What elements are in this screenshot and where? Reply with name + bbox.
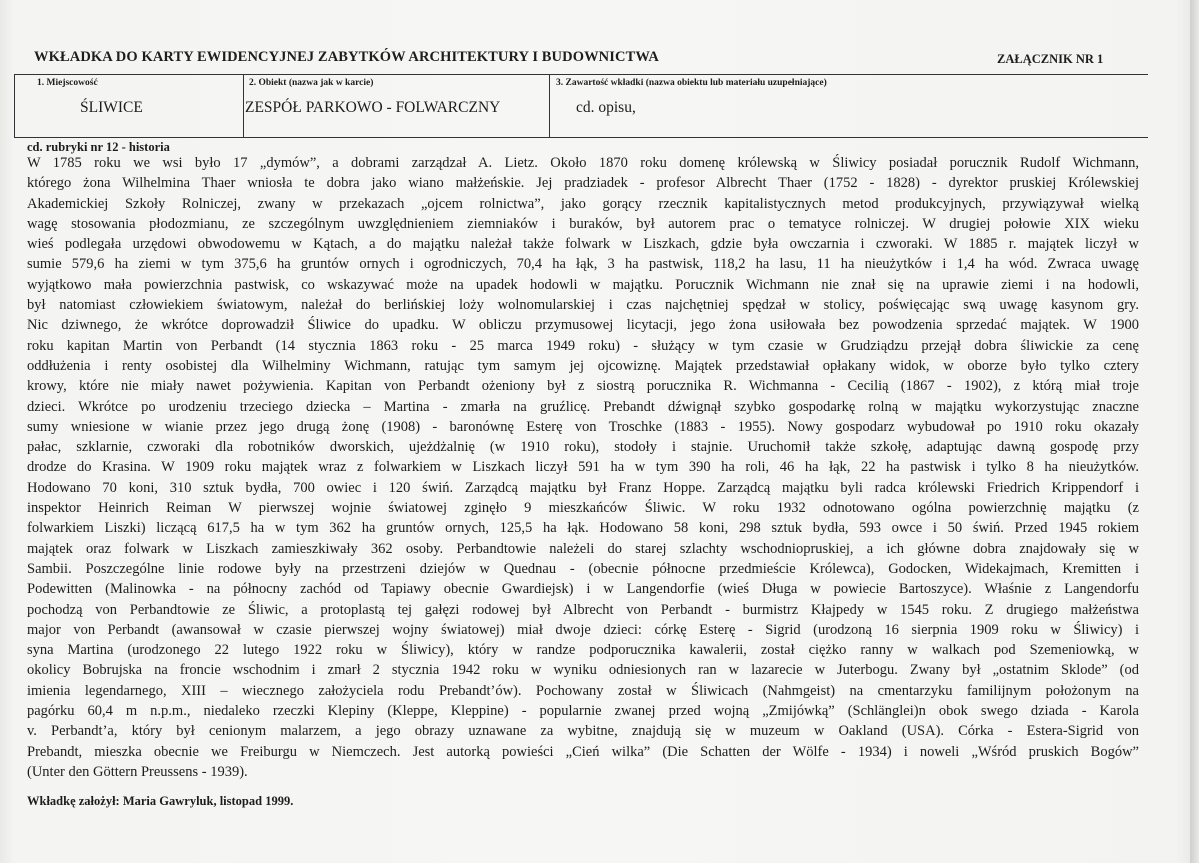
author-line: Wkładkę założył: Maria Gawryluk, listopad 1999.: [27, 794, 294, 808]
place-value: ŚLIWICE: [80, 99, 143, 116]
history-line: Sambii. Poszczególne linie rodowe były na przestrzeni dziejów w Quednau - (obecnie północne przedmieście Królewca), Godocken, Widekajmach, Kremitten i: [27, 560, 1139, 577]
attachment-number: ZAŁĄCZNIK NR 1: [997, 52, 1104, 66]
history-line: inspektor Heinrich Reiman W pierwszej wojnie światowej zginęło 9 mieszkańców Śliwic. W roku 1932 odnotowano ogólna powierzchnię majątku (z: [27, 500, 1139, 517]
history-line: folwarkiem Liszki) liczącą 617,5 ha w tym 362 ha gruntów ornych, 125,5 ha łąk. Hodowano 58 koni, 298 sztuk bydła, 593 owce i 50 świń. Przed 1945 rokiem: [27, 520, 1139, 537]
history-line: v. Perbandt’a, który był cenionym malarzem, a jego obrazy uznawane za wybitne, znajdują się w muzeum w Oakland (USA). Córka - Estera-Sigrid von: [27, 723, 1139, 740]
header-col-divider-2: [549, 74, 550, 137]
history-line: major von Perbandt (awansował w czasie pierwszej wojny światowej) miał dwoje dzieci: córkę Esterę - Sigrid (urodzoną 16 sierpnia 1909 roku w Śliwicy) i: [27, 621, 1139, 638]
history-line: Prebandt, mieszka obecnie we Freiburgu w Niemczech. Jest autorką powieści „Cień wilka” (Die Schatten der Wölfe - 1934) i noweli „Wśród pruskich Bogów”: [27, 743, 1139, 760]
contents-value: cd. opisu,: [576, 99, 636, 116]
history-line: wagę stosowania płodozmianu, ze szczególnym uwzględnieniem ziemniaków i buraków, był autorem prac o tematyce rolniczej. W drugiej połowie XIX wieku: [27, 215, 1139, 232]
history-line: W 1785 roku we wsi było 17 „dymów”, a dobrami zarządzał A. Lietz. Około 1870 roku domenę królewską w Śliwicy posiadał porucznik Rudolf Wichmann,: [27, 155, 1139, 171]
history-line: dzieci. Wkrótce po urodzeniu trzeciego dziecka – Martina - zmarła na gruźlicę. Prebandt dźwignął szybko gospodarkę rolną w majątku wykorzystując znaczne: [27, 398, 1139, 415]
history-text: [27, 153, 1139, 782]
section-label: cd. rubryki nr 12 - historia: [27, 140, 170, 154]
history-line: (Unter den Göttern Preussens - 1939).: [27, 763, 248, 780]
history-line: Akademickiej Szkoły Rolniczej, zwany w przekazach „ojcem rolnictwa”, jako gorący rzecznik kapitalistycznych metod produkcyjnych, przywiązywał wielką: [27, 195, 1139, 212]
history-line: pochodzą von Perbandtowie ze Śliwic, a protoplastą tej gałęzi rodowej był Albrecht von Perbandt - burmistrz Kłajpedy w 1545 roku. Z drugiego małżeństwa: [27, 601, 1139, 618]
header-col-divider-1: [243, 74, 244, 137]
history-line: sumie 579,6 ha ziemi w tym 375,6 ha gruntów ornych i ogrodniczych, 70,4 ha łąk, 3 ha pastwisk, 118,2 ha lasu, 11 ha nieużytków i 1,4 ha wód. Zwraca uwagę: [27, 256, 1139, 273]
history-line: pałac, szklarnie, czworaki dla robotników dworskich, ujeżdżalnię (w 1910 roku), stodoły i stajnie. Uruchomił także szkołę, adaptując dawną gospodę przy: [27, 439, 1139, 456]
history-line: imienia legendarnego, XIII – wiecznego założyciela rodu Prebandt’ów). Pochowany został w Śliwicach (Nahmgeist) na cmentarzyku familijnym położonym na: [27, 682, 1139, 699]
history-line: okolicy Bobrujska na froncie wschodnim i zmarł 2 stycznia 1942 roku w wyniku odniesionych ran w lazarecie w Juterbogu. Zwany był „ostatnim Sklode” (od: [27, 662, 1139, 679]
place-label: 1. Miejscowość: [37, 78, 98, 88]
object-value: ZESPÓŁ PARKOWO - FOLWARCZNY: [245, 99, 501, 116]
header-bottom-rule: [14, 137, 1148, 138]
header-col-divider-left: [14, 74, 15, 137]
contents-label: 3. Zawartość wkładki (nazwa obiektu lub materiału uzupełniające): [556, 78, 827, 88]
history-line: syna Martina (urodzonego 22 lutego 1922 roku w Śliwicy), który w randze podporucznika kawalerii, został ciężko ranny w walkach pod Szemeniowką, w: [27, 642, 1139, 659]
history-line: roku kapitan Martin von Perbandt (14 stycznia 1863 roku - 25 marca 1949 roku) - służący w tym czasie w Grudziądzu przejął dobra śliwickie za cenę: [27, 337, 1139, 354]
history-line: drodze do Krasina. W 1909 roku majątek wraz z folwarkiem w Liszkach liczył 591 ha w tym 390 ha roli, 46 ha łąk, 22 ha pastwisk i tylko 8 ha nieużytków.: [27, 459, 1139, 476]
history-line: oddłużenia i renty osobistej dla Wilhelminy Wichmann, ratując tym samym jej ojcowiznę. Majątek przedstawiał opłakany widok, w oborze było tylko cztery: [27, 357, 1139, 374]
history-line: majątek oraz folwark w Liszkach zamieszkiwały 362 osoby. Perbandtowie należeli do starej szlachty wschodniopruskiej, a ich główne dobra znajdowały się w: [27, 540, 1139, 557]
history-line: był natomiast człowiekiem światowym, należał do berlińskiej loży wolnomularskiej i czas najchętniej spędzał w stolicy, poświęcając swą uwagę kasynom gry.: [27, 297, 1139, 314]
history-line: Hodowano 70 koni, 310 sztuk bydła, 700 owiec i 120 świń. Zarządcą majątku był Franz Hoppe. Zarządcą majątku byli radca królewski Friedrich Krippendorf i: [27, 479, 1139, 496]
object-label: 2. Obiekt (nazwa jak w karcie): [249, 78, 374, 88]
history-line: którego żona Wilhelmina Thaer wniosła te dobra jako wiano małżeńskie. Jej pradziadek - profesor Albrecht Thaer (1752 - 1828) - dyrektor pruskiej Królewskiej: [27, 175, 1139, 192]
header-top-rule: [14, 74, 1148, 75]
history-line: Nic dziwnego, że wkrótce doprowadził Śliwice do upadku. W obliczu przymusowej licytacji, jego żona usiłowała bez powodzenia sprzedać majątek. W 1900: [27, 317, 1139, 334]
history-line: krowy, które nie miały nawet pożywienia. Kapitan von Perbandt ożeniony był z siostrą porucznika R. Wichmanna - Cecilią (1867 - 1902), z którą miał troje: [27, 378, 1139, 395]
document-title: WKŁADKA DO KARTY EWIDENCYJNEJ ZABYTKÓW ARCHITEKTURY I BUDOWNICTWA: [34, 49, 659, 65]
history-line: pagórku 60,4 m n.p.m., niedaleko rzeczki Klepiny (Kleppe, Kleppine) - popularnie zwanej przed wojną „Zmijówką” (Schlänglei)n obok swego dziada - Karola: [27, 703, 1139, 720]
history-line: wyjątkowo mała powierzchnia pastwisk, co wskazywać może na upadek hodowli w majątku. Porucznik Wichmann nie znał się na uprawie ziemi i na hodowli,: [27, 276, 1139, 293]
history-line: wieś podlegała urzędowi obwodowemu w Kątach, a do majątku należał także folwark w Liszkach, gdzie była owczarnia i czworaki. W 1885 r. majątek liczył w: [27, 236, 1139, 253]
scan-edge: [1190, 0, 1199, 863]
history-line: sumy wniesione w wianie przez jego drugą żonę (1908) - baronównę Esterę von Troschke (1883 - 1955). Nowy gospodarz wybudował po 1910 roku okazały: [27, 418, 1139, 435]
history-line: Podewitten (Malinowka - na północny zachód od Tapiawy obecnie Gwardiejsk) i w Langendorfie (wieś Długa w powiecie Bartoszyce). Właśnie z Langendorfu: [27, 581, 1139, 598]
